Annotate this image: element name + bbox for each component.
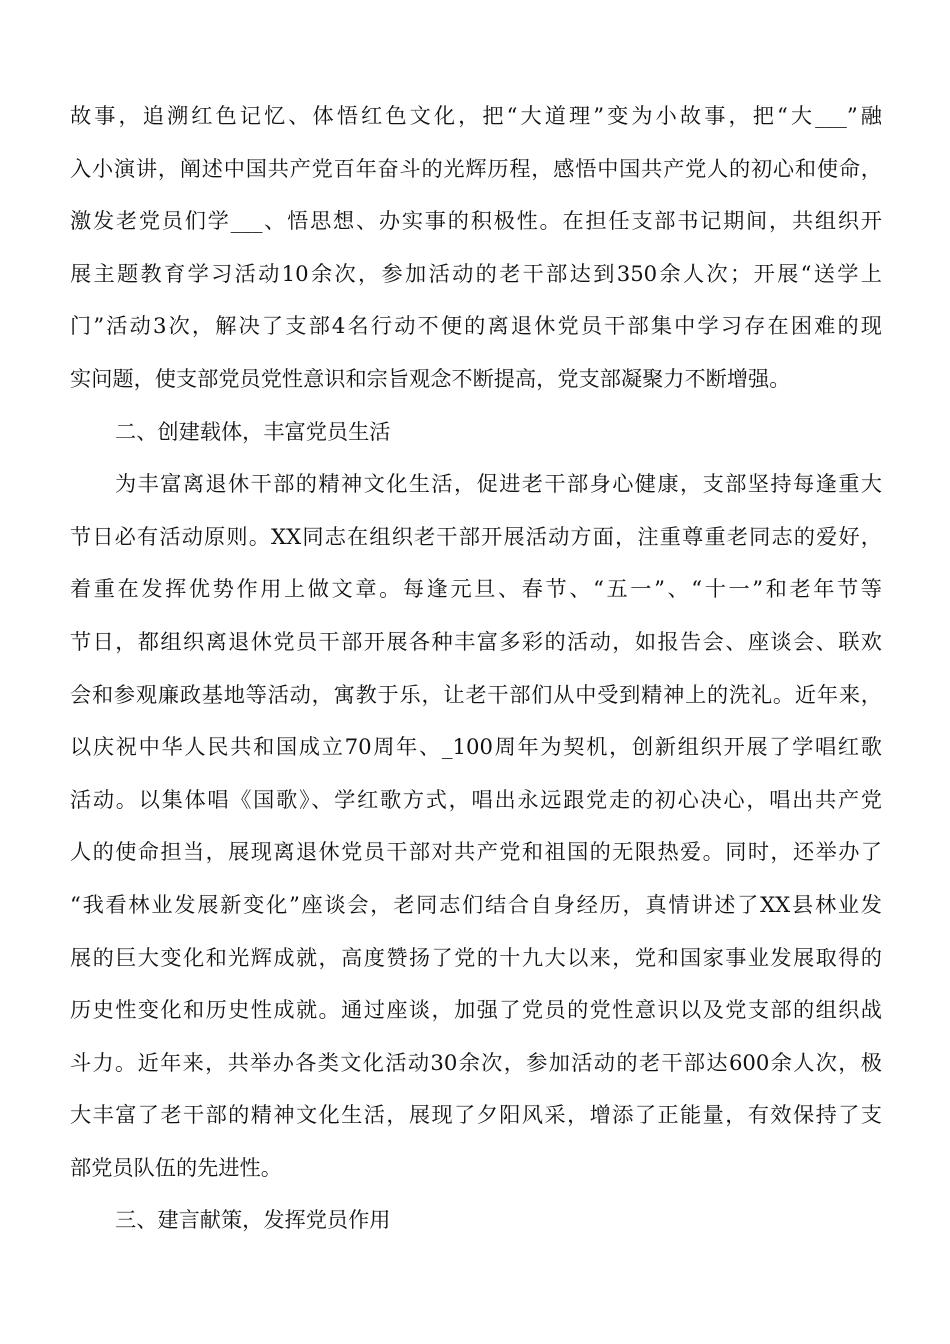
text-line: 节日必有活动原则。XX同志在组织老干部开展活动方面，注重尊重老同志的爱好， — [70, 523, 882, 549]
text-line: 会和参观廉政基地等活动，寓教于乐，让老干部们从中受到精神上的洗礼。近年来， — [70, 681, 882, 707]
text-line: 入小演讲，阐述中国共产党百年奋斗的光辉历程，感悟中国共产党人的初心和使命， — [70, 155, 882, 181]
text-line: 人的使命担当，展现离退休党员干部对共产党和祖国的无限热爱。同时，还举办了 — [70, 839, 882, 865]
text-line: 故事，追溯红色记忆、体悟红色文化，把“大道理”变为小故事，把“大___”融 — [70, 103, 882, 128]
section-heading: 二、创建载体，丰富党员生活 — [115, 418, 391, 444]
text-line: 着重在发挥优势作用上做文章。每逢元旦、春节、“五一”、“十一”和老年节等 — [70, 576, 882, 602]
text-line: 实问题，使支部党员党性意识和宗旨观念不断提高，党支部凝聚力不断增强。 — [70, 365, 791, 391]
text-line: “我看林业发展新变化”座谈会，老同志们结合自身经历，真情讲述了XX县林业发 — [70, 891, 882, 917]
text-line: 大丰富了老干部的精神文化生活，展现了夕阳风采，增添了正能量，有效保持了支 — [70, 1102, 882, 1128]
text-line: 展主题教育学习活动10余次，参加活动的老干部达到350余人次；开展“送学上 — [70, 260, 882, 286]
text-line: 部党员队伍的先进性。 — [70, 1154, 282, 1180]
text-line: 斗力。近年来，共举办各类文化活动30余次，参加活动的老干部达600余人次，极 — [70, 1049, 882, 1075]
text-line: 以庆祝中华人民共和国成立70周年、_100周年为契机，创新组织开展了学唱红歌 — [70, 734, 882, 760]
document-body — [70, 90, 882, 1247]
text-line: 历史性变化和历史性成就。通过座谈，加强了党员的党性意识以及党支部的组织战 — [70, 997, 882, 1023]
text-line: 激发老党员们学___、悟思想、办实事的积极性。在担任支部书记期间，共组织开 — [70, 208, 882, 234]
text-line: 展的巨大变化和光辉成就，高度赞扬了党的十九大以来，党和国家事业发展取得的 — [70, 944, 882, 970]
text-line: 节日，都组织离退休党员干部开展各种丰富多彩的活动，如报告会、座谈会、联欢 — [70, 628, 882, 654]
text-line: 为丰富离退休干部的精神文化生活，促进老干部身心健康，支部坚持每逢重大 — [115, 471, 882, 497]
section-heading: 三、建言献策，发挥党员作用 — [115, 1207, 391, 1233]
text-line: 活动。以集体唱《国歌》、学红歌方式，唱出永远跟党走的初心决心，唱出共产党 — [70, 786, 882, 812]
text-line: 门”活动3次，解决了支部4名行动不便的离退休党员干部集中学习存在困难的现 — [70, 313, 882, 339]
